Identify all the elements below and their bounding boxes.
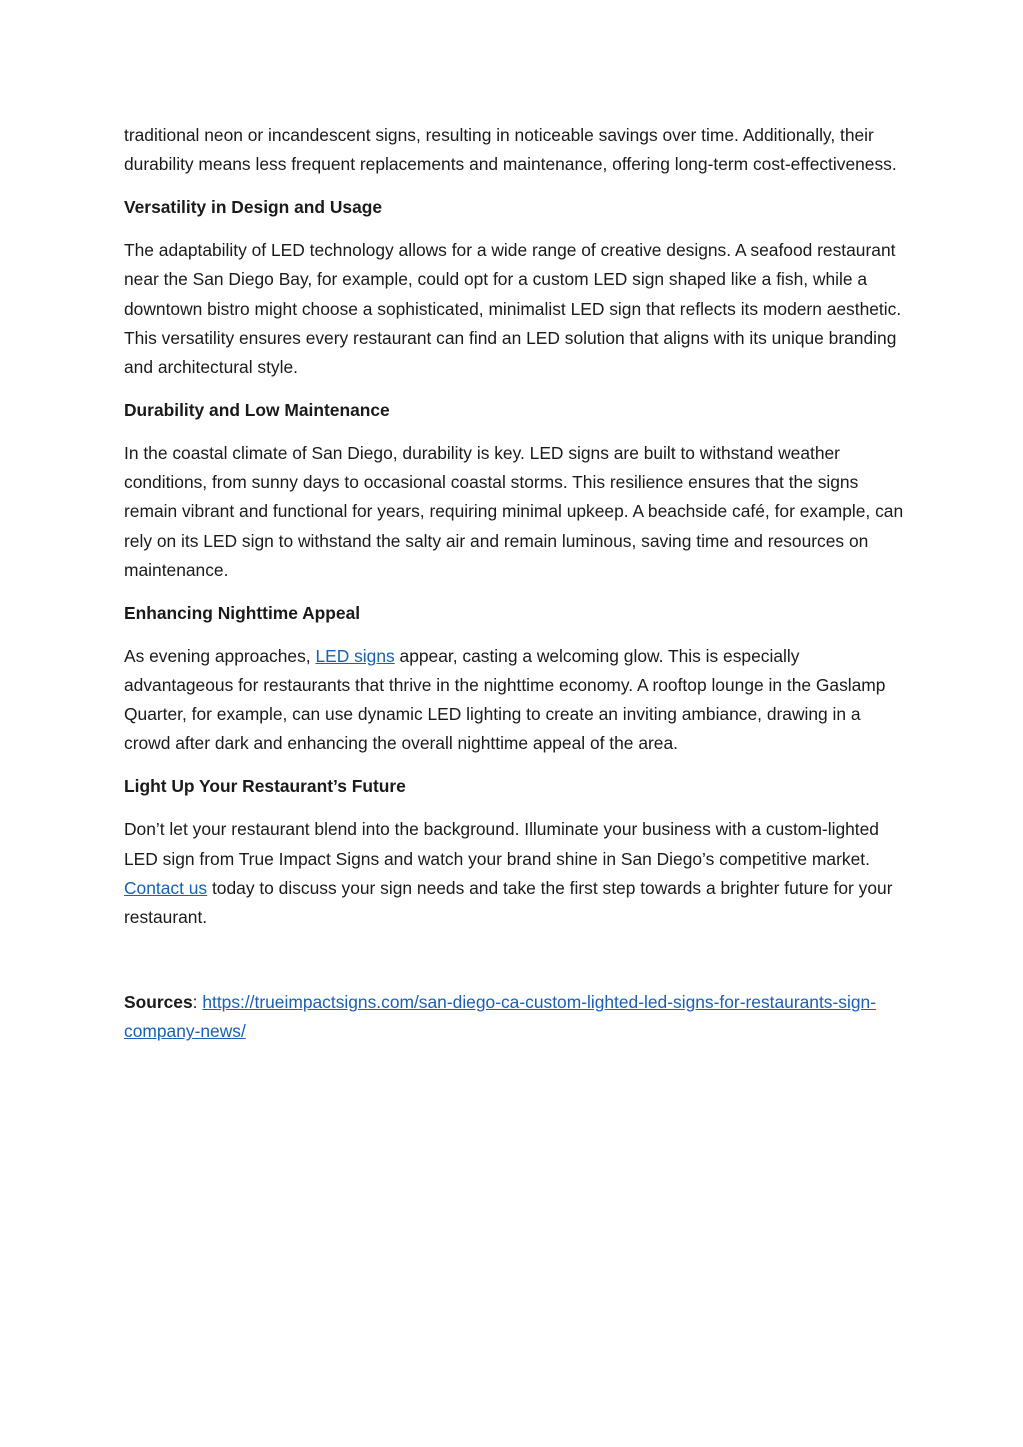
intro-paragraph: traditional neon or incandescent signs, resulting in noticeable savings over time. Additionally, their durability means less frequent replacements and maintenance, offering long-term cost-effectiveness.	[124, 125, 897, 175]
heading-versatility: Versatility in Design and Usage	[124, 197, 383, 218]
section-spacer	[124, 946, 909, 988]
sources-separator: :	[192, 992, 203, 1013]
durability-paragraph: In the coastal climate of San Diego, durability is key. LED signs are built to withstand weather conditions, from sunny days to occasional coastal storms. This resilience ensures that the signs remain vibrant and functional for years, requiring minimal upkeep. A beachside café, for example, can rely on its LED sign to withstand the salty air and remain luminous, saving time and resources on maintenance.	[124, 443, 904, 580]
future-text-after: today to discuss your sign needs and take the first step towards a brighter future for your restaurant.	[124, 877, 893, 928]
heading-nighttime: Enhancing Nighttime Appeal	[124, 602, 361, 623]
contact-us-link[interactable]: Contact us	[124, 877, 208, 898]
nighttime-text-before: As evening approaches,	[124, 645, 316, 666]
nighttime-text-after: appear, casting a welcoming glow. This is especially advantageous for restaurants that thrive in the nighttime economy. A rooftop lounge in the Gaslamp Quarter, for example, can use dynamic LED lighting to create an inviting ambiance, drawing in a crowd after dark and enhancing the overall nighttime appeal of the area.	[124, 645, 886, 754]
future-paragraph	[124, 815, 909, 932]
sources-line	[124, 988, 909, 1046]
sources-url-link[interactable]: https://trueimpactsigns.com/san-diego-ca-custom-lighted-led-signs-for-restaurants-sign-company-news/	[124, 992, 876, 1042]
document-body	[124, 121, 909, 1060]
future-text-before: Don’t let your restaurant blend into the background. Illuminate your business with a custom-lighted LED sign from True Impact Signs and watch your brand shine in San Diego’s competitive market.	[124, 819, 879, 869]
versatility-paragraph: The adaptability of LED technology allows for a wide range of creative designs. A seafood restaurant near the San Diego Bay, for example, could opt for a custom LED sign shaped like a fish, while a downtown bistro might choose a sophisticated, minimalist LED sign that reflects its modern aesthetic. This versatility ensures every restaurant can find an LED solution that aligns with its unique branding and architectural style.	[124, 240, 902, 378]
heading-durability: Durability and Low Maintenance	[124, 400, 390, 421]
heading-future: Light Up Your Restaurant’s Future	[124, 776, 406, 797]
nighttime-paragraph	[124, 642, 909, 759]
sources-label: Sources	[124, 992, 193, 1013]
led-signs-link[interactable]: LED signs	[315, 645, 395, 666]
